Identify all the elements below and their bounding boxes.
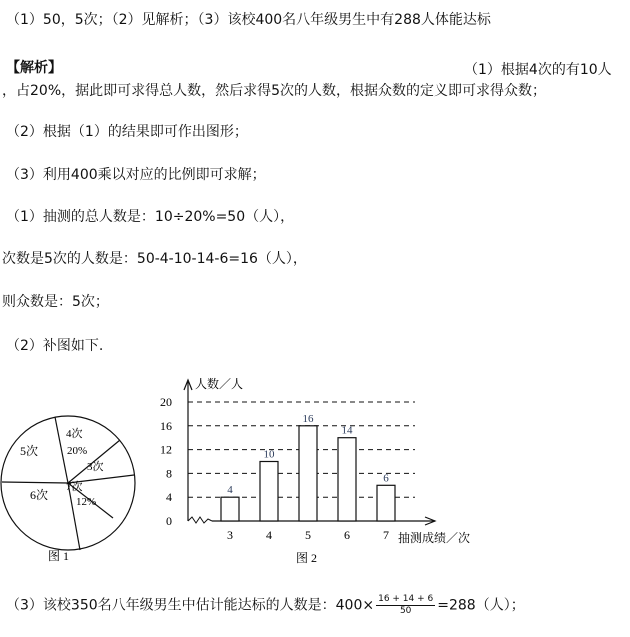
analysis-hint3: （3）利用400乘以对应的比例即可求解；: [6, 167, 266, 183]
analysis-hint2: （2）根据（1）的结果即可作出图形；: [6, 124, 248, 140]
data-label-5: 16: [302, 412, 314, 425]
chart-ylabel: 人数／人: [195, 377, 244, 391]
x-tick-label-6: 6: [344, 528, 350, 542]
y-tick-label: 16: [160, 418, 172, 433]
final-estimate-line: [6, 594, 525, 617]
pie-chart-figure-1: [0, 410, 140, 575]
y-tick-label: 0: [166, 514, 172, 528]
x-axis-break: [188, 517, 212, 523]
pie-label-seven: 7次: [66, 481, 83, 493]
data-label-7: 6: [383, 472, 389, 485]
solution-mode: 则众数是：5次；: [2, 294, 109, 310]
pie-label-seven-pct: 12%: [76, 496, 97, 508]
analysis-hint1-continued: ，占20%，据此即可求得总人数，然后求得5次的人数，根据众数的定义即可求得众数；: [2, 83, 547, 99]
y-tick-label: 12: [160, 442, 172, 457]
x-tick-label-3: 3: [227, 528, 233, 542]
x-tick-label-7: 7: [383, 528, 389, 542]
bar-6: [338, 438, 356, 521]
bar-5: [299, 426, 317, 521]
pie-label-four-pct: 20%: [67, 445, 88, 457]
data-label-6: 14: [341, 424, 353, 437]
solution-total: （1）抽测的总人数是：10÷20%=50（人），: [6, 209, 295, 225]
bar-chart-figure-2: [150, 372, 490, 577]
bar-7: [377, 485, 395, 521]
data-label-4: 10: [263, 448, 275, 461]
fraction-numerator: 16 + 14 + 6: [378, 594, 434, 604]
final-prefix: （3）该校350名八年级男生中估计能达标的人数是：400×: [6, 597, 375, 614]
bar-3: [221, 497, 239, 521]
x-tick-label-5: 5: [305, 528, 311, 542]
solution-five-times: 次数是5次的人数是：50-4-10-14-6=16（人），: [2, 251, 307, 267]
solution-figure-intro: （2）补图如下.: [6, 338, 104, 354]
y-tick-label: 4: [166, 490, 172, 505]
data-label-3: 4: [227, 484, 233, 497]
final-suffix: =288（人）；: [437, 597, 525, 614]
analysis-hint1-right: （1）根据4次的有10人: [464, 62, 612, 78]
x-tick-label-4: 4: [266, 528, 272, 542]
pie-label-four: 4次: [66, 428, 83, 440]
y-tick-label: 8: [166, 466, 172, 481]
pie-label-six: 6次: [30, 488, 49, 502]
chart-xlabel: 抽测成绩／次: [398, 531, 471, 545]
analysis-tag: 【解析】: [6, 60, 62, 76]
answer-line: （1）50，5次；（2）见解析；（3）该校400名八年级男生中有288人体能达标: [6, 12, 491, 28]
bar-4: [260, 462, 278, 522]
fraction: [376, 594, 435, 617]
figure-2-caption: 图 2: [296, 551, 318, 565]
figure-1-caption: 图 1: [48, 549, 70, 563]
pie-label-three: 3次: [87, 461, 104, 473]
pie-label-five: 5次: [20, 444, 39, 458]
y-tick-label: 20: [160, 395, 172, 409]
fraction-denominator: 50: [399, 606, 412, 616]
